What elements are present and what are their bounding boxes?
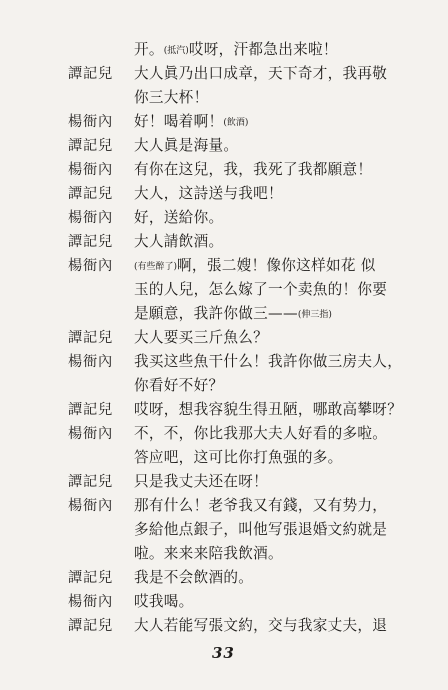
speaker-name: 譚記兒 — [68, 570, 113, 586]
dialogue-text: 答应吧，这可比你打魚强的多。 — [134, 449, 343, 466]
dialogue-text: 我是不会飲酒的。 — [134, 569, 254, 586]
dialogue-text: 哎我喝。 — [134, 593, 194, 610]
dialogue-text — [134, 254, 376, 279]
speaker-name: 楊衙內 — [68, 426, 113, 442]
speaker-name: 楊衙內 — [68, 594, 113, 610]
page-number: 33 — [212, 644, 235, 662]
speaker-name: 楊衙內 — [68, 210, 113, 226]
dialogue-text: 你三大杯！ — [134, 89, 209, 106]
dialogue-text: 大人要买三斤魚么？ — [134, 329, 269, 346]
stage-direction: (伸三指) — [297, 310, 332, 320]
speaker-name: 譚記兒 — [68, 66, 113, 82]
dialogue-text: 多給他点銀子，叫他写張退婚文約就是 — [134, 521, 388, 538]
stage-direction: (抵汽) — [163, 46, 189, 56]
dialogue-text — [134, 38, 338, 63]
dialogue-text: 大人眞乃出口成章，天下奇才，我再敬 — [134, 65, 388, 82]
speaker-name: 譚記兒 — [68, 618, 113, 634]
speaker-name: 楊衙內 — [68, 258, 113, 274]
speaker-name: 譚記兒 — [68, 138, 113, 154]
speaker-name: 譚記兒 — [68, 186, 113, 202]
dialogue-text: 有你在这兒，我，我死了我都願意！ — [134, 161, 373, 178]
dialogue-segment: 是願意，我許你做三—— — [134, 305, 298, 322]
speaker-name: 譚記兒 — [68, 330, 113, 346]
stage-direction: (飲酒) — [223, 118, 249, 128]
dialogue-text: 不，不，你比我那大夫人好看的多啦。 — [134, 425, 388, 442]
dialogue-text: 好，送給你。 — [134, 209, 224, 226]
dialogue-text: 你看好不好？ — [134, 377, 224, 394]
speaker-name: 譚記兒 — [68, 234, 113, 250]
dialogue-text: 那有什么！老爷我又有錢，又有势力， — [134, 497, 388, 514]
dialogue-text: 玉的人兒，怎么嫁了一个卖魚的！你要 — [134, 281, 388, 298]
dialogue-text: 大人若能写張文約，交与我家丈夫，退 — [134, 617, 388, 634]
dialogue-text — [134, 302, 332, 327]
dialogue-segment: 啊，張二嫂！像你这样如花 似 — [177, 257, 376, 274]
dialogue-text — [134, 110, 248, 135]
speaker-name: 楊衙內 — [68, 498, 113, 514]
dialogue-text: 啦。来来来陪我飲酒。 — [134, 545, 283, 562]
dialogue-text: 只是我丈夫还在呀！ — [134, 473, 269, 490]
stage-direction: (有些醉了) — [134, 262, 178, 272]
speaker-name: 楊衙內 — [68, 114, 113, 130]
dialogue-text: 大人請飲酒。 — [134, 233, 224, 250]
dialogue-segment: 开。 — [134, 41, 164, 58]
dialogue-text: 我买这些魚干什么！我許你做三房夫人， — [134, 353, 403, 370]
dialogue-text: 大人眞是海量。 — [134, 137, 239, 154]
speaker-name: 楊衙內 — [68, 354, 113, 370]
speaker-name: 譚記兒 — [68, 402, 113, 418]
dialogue-segment: 哎呀，汗都急出来啦！ — [188, 41, 338, 58]
speaker-name: 譚記兒 — [68, 474, 113, 490]
dialogue-segment: 好！喝着啊！ — [134, 113, 224, 130]
dialogue-text: 哎呀，想我容貌生得丑陋，哪敢高攀呀？ — [134, 401, 403, 418]
dialogue-text: 大人，这詩送与我吧！ — [134, 185, 283, 202]
speaker-name: 楊衙內 — [68, 162, 113, 178]
